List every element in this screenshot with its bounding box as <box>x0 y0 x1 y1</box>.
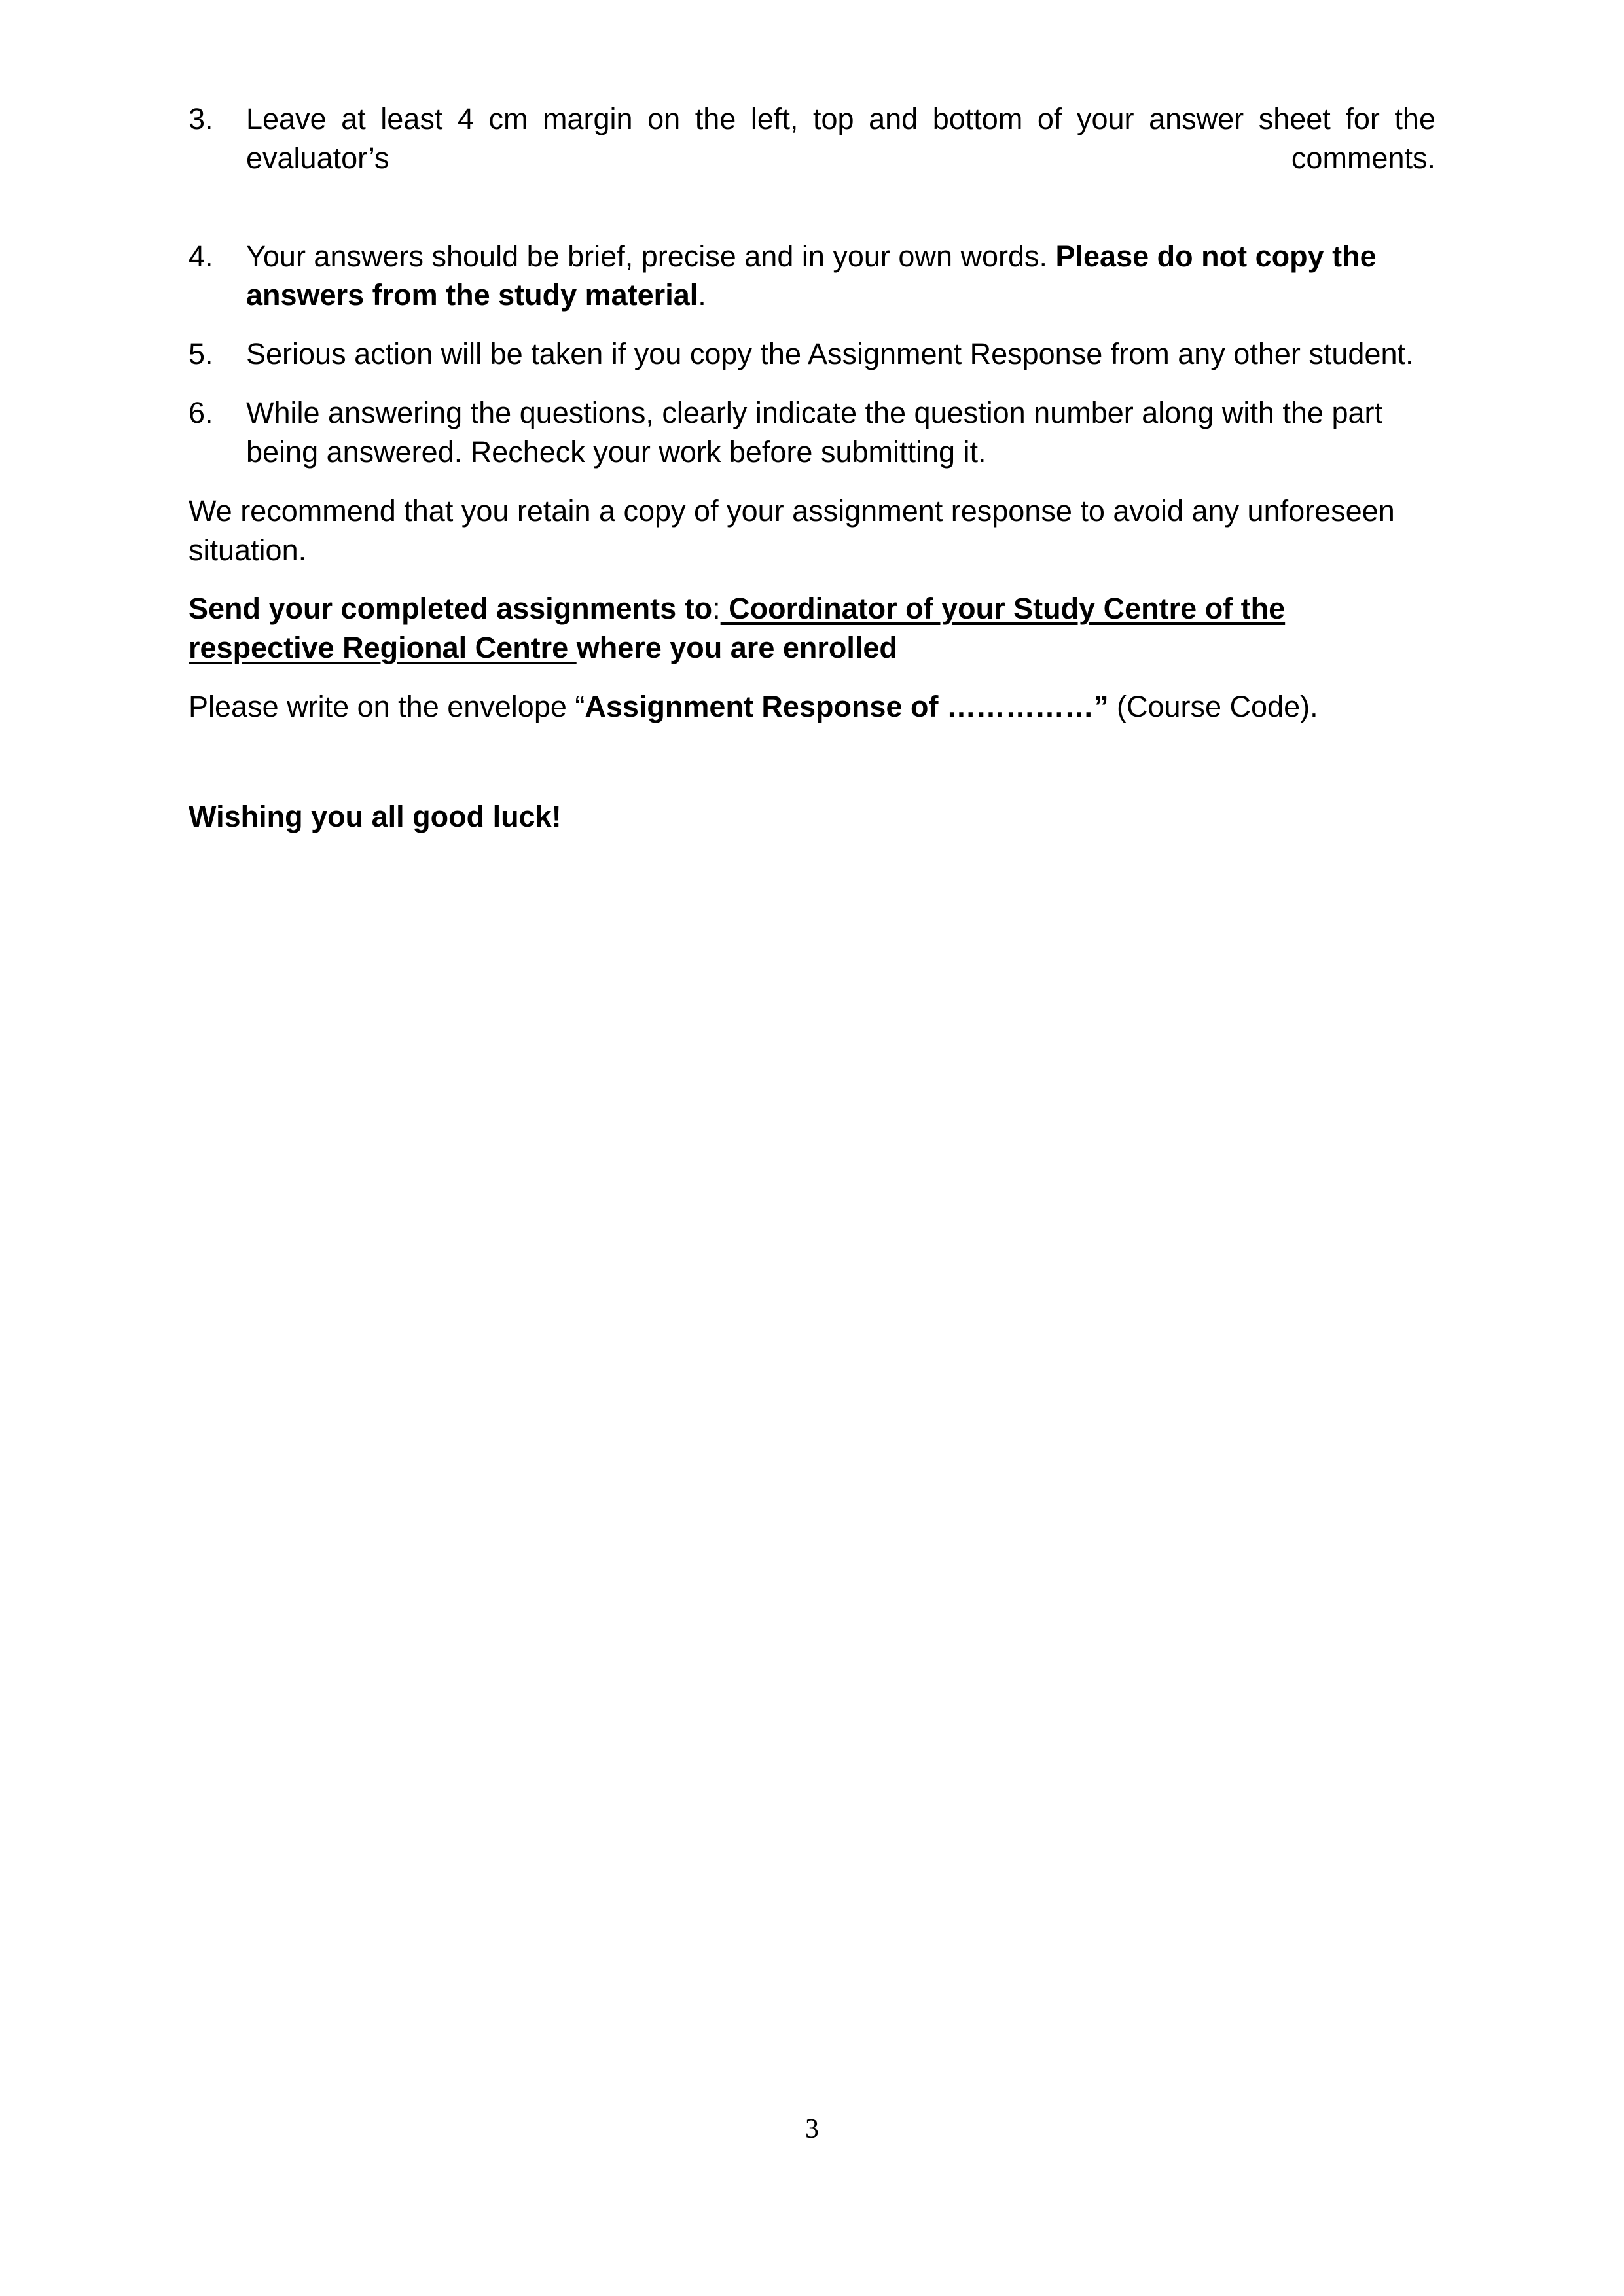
list-item-tail-text: . <box>698 278 706 312</box>
list-item <box>189 237 1435 315</box>
list-item <box>189 99 1435 217</box>
list-item-number: 6. <box>189 396 213 430</box>
page-number: 3 <box>805 2114 819 2144</box>
list-item-text <box>246 240 1377 312</box>
list-item-number: 4. <box>189 239 213 273</box>
document-body <box>189 99 1435 856</box>
envelope-instruction-paragraph <box>189 687 1435 726</box>
list-item <box>189 393 1435 472</box>
list-item-number: 3. <box>189 102 213 135</box>
vertical-spacer <box>189 746 1435 797</box>
closing-wish: Wishing you all good luck! <box>189 799 562 833</box>
send-to-colon: : <box>712 592 721 626</box>
envelope-tail-text: (Course Code). <box>1108 690 1318 724</box>
send-to-underlined-destination: Coordinator of your Study Centre of the respective Regional Centre <box>189 592 1286 665</box>
list-item <box>189 334 1435 374</box>
list-item-lead-text: Your answers should be brief, precise and in your own words. <box>246 239 1056 273</box>
list-item-text: Serious action will be taken if you copy the Assignment Response from any other student. <box>246 337 1414 371</box>
send-assignments-paragraph <box>189 589 1435 668</box>
list-item-text: While answering the questions, clearly indicate the question number along with the part being answered. Recheck your work before submitting it. <box>246 396 1382 469</box>
send-to-bold-tail: where you are enrolled <box>576 631 897 665</box>
retain-copy-paragraph: We recommend that you retain a copy of your assignment response to avoid any unforeseen situation. <box>189 493 1395 567</box>
list-item-number: 5. <box>189 337 213 371</box>
envelope-bold-text: Assignment Response of ……………” <box>585 690 1109 724</box>
list-item-bold-text: Please do not copy the answers from the study material <box>246 239 1377 312</box>
instructions-list <box>189 99 1435 472</box>
envelope-lead-text: Please write on the envelope “ <box>189 690 585 724</box>
list-item-text: Leave at least 4 cm margin on the left, top and bottom of your answer sheet for the evaluator’s comments. <box>246 102 1435 175</box>
send-to-bold-lead: Send your completed assignments to <box>189 592 713 626</box>
